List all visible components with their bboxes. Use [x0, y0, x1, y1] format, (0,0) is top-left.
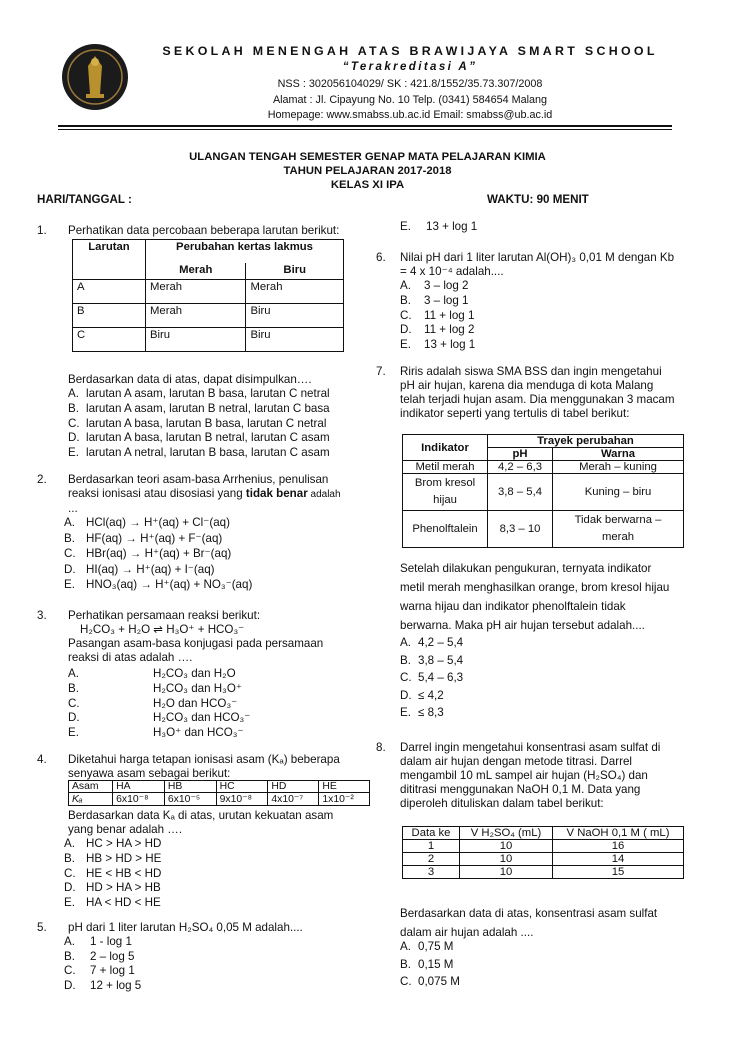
option-text: H₃O⁺ dan HCO₃⁻	[153, 726, 244, 740]
option-letter: E.	[68, 446, 79, 460]
q7-line: warna hijau dan indikator phenolftalein tidak	[400, 600, 626, 613]
table-row	[403, 840, 684, 853]
table-row	[403, 866, 684, 879]
q1-number: 1.	[37, 224, 47, 237]
option-item[interactable]	[400, 669, 463, 687]
option-item[interactable]	[64, 867, 161, 882]
option-letter: E.	[400, 706, 411, 719]
option-letter: A.	[400, 636, 411, 649]
option-letter: C.	[400, 308, 412, 322]
option-item[interactable]	[400, 220, 477, 233]
q8-number: 8.	[376, 741, 386, 754]
q7-line: telah terjadi hujan asam. Dia menggunakan 3 macam	[400, 393, 675, 406]
option-item[interactable]	[64, 837, 161, 852]
q7-options	[400, 634, 463, 722]
option-letter: E.	[68, 726, 79, 740]
q8-line: dititrasi menggunakan NaOH 0,1 M. Data yang	[400, 783, 641, 796]
option-letter: C.	[64, 547, 76, 560]
option-item[interactable]	[64, 950, 141, 965]
option-text: H₂O dan HCO₃⁻	[153, 696, 238, 710]
table-cell: 16	[553, 840, 684, 853]
option-item[interactable]	[64, 562, 252, 578]
option-item[interactable]	[64, 852, 161, 867]
q1-question: Berdasarkan data di atas, dapat disimpulkan….	[68, 373, 312, 386]
option-letter: C.	[400, 975, 412, 988]
option-item[interactable]	[400, 323, 475, 338]
contact-line: Homepage: www.smabss.ub.ac.id Email: smabss@ub.ac.id	[267, 109, 553, 121]
time-label: WAKTU: 90 MENIT	[487, 193, 589, 206]
q3-options	[68, 667, 250, 741]
option-letter: E.	[400, 338, 411, 352]
q7-line: pH air hujan, karena dia menduga di kota Malang	[400, 379, 654, 392]
table-row	[403, 853, 684, 866]
option-item[interactable]	[64, 964, 141, 979]
option-text: larutan A basa, larutan B netral, larutan C asam	[86, 431, 330, 445]
q8-options	[400, 938, 460, 991]
q8-line: mengambil 10 mL sampel air hujan (H₂SO₄) dan	[400, 769, 648, 782]
table-cell: 6x10⁻⁸	[113, 793, 165, 806]
table-header: HB	[164, 781, 216, 793]
q2-emphasis: tidak benar	[245, 487, 308, 500]
option-item[interactable]	[400, 687, 463, 705]
option-text: HA < HD < HE	[86, 896, 161, 910]
option-letter: B.	[68, 401, 79, 415]
option-letter: B.	[68, 681, 79, 695]
table-row	[403, 511, 684, 548]
q8-after	[400, 904, 710, 942]
option-text: 3 – log 1	[424, 293, 469, 307]
table-row	[403, 474, 684, 511]
option-letter: E.	[400, 220, 411, 233]
table-header-row	[69, 781, 370, 793]
option-letter: C.	[68, 696, 80, 710]
option-letter: D.	[400, 323, 412, 337]
table-cell: Phenolftalein	[403, 511, 488, 548]
q4-line: senyawa asam sebagai berikut:	[68, 767, 231, 780]
option-text: HC > HA > HD	[86, 837, 162, 850]
table-cell: 3,8 – 5,4	[488, 474, 553, 511]
option-letter: E.	[64, 578, 75, 591]
option-text: larutan A basa, larutan B basa, larutan C netral	[86, 416, 327, 430]
q1-th-larutan: Larutan	[73, 240, 146, 280]
option-item[interactable]	[64, 935, 141, 950]
option-text: H₂CO₃ dan H₃O⁺	[153, 681, 243, 695]
school-logo	[62, 44, 128, 110]
option-item[interactable]	[400, 309, 475, 324]
option-text: larutan A asam, larutan B basa, larutan C netral	[86, 387, 330, 400]
table-cell: Merah	[246, 280, 344, 304]
table-header: HA	[113, 781, 165, 793]
table-row	[73, 280, 344, 304]
table-header: Data ke	[403, 827, 460, 840]
option-letter: D.	[64, 881, 76, 895]
option-text: HD > HA > HB	[86, 881, 161, 895]
option-text: 11 + log 1	[424, 308, 475, 322]
q8-line: Darrel ingin mengetahui konsentrasi asam sulfat di	[400, 741, 661, 754]
option-letter: B.	[64, 949, 75, 963]
table-cell: A	[73, 280, 146, 304]
table-cell: Metil merah	[403, 461, 488, 474]
header-rule-thin	[58, 129, 672, 130]
option-item[interactable]	[64, 577, 252, 593]
q2-text-part: adalah	[307, 489, 341, 500]
q7-text	[400, 365, 700, 421]
option-text: H₂CO₃ dan HCO₃⁻	[153, 711, 251, 725]
q8-line: dalam air hujan dengan metode titrasi. Darrel	[400, 755, 632, 768]
option-text: larutan A asam, larutan B netral, larutan C basa	[86, 401, 330, 415]
q2-text-part: reaksi ionisasi atau disosiasi yang	[68, 487, 246, 500]
table-cell: Kuning – biru	[553, 474, 684, 511]
q4-line: Berdasarkan data Kₐ di atas, urutan kekuatan asam	[68, 809, 334, 822]
table-cell: Merah – kuning	[553, 461, 684, 474]
q8-line: Berdasarkan data di atas, konsentrasi asam sulfat	[400, 907, 658, 920]
q7-th-indikator: Indikator	[403, 435, 488, 461]
table-cell: 10	[460, 840, 553, 853]
option-text: 0,15 M	[418, 957, 454, 971]
option-text: ≤ 4,2	[418, 688, 444, 702]
q3-equation: H₂CO₃ + H₂O ⇌ H₃O⁺ + HCO₃⁻	[80, 623, 245, 636]
q4-table	[68, 780, 370, 806]
option-text: 11 + log 2	[424, 323, 475, 337]
option-item[interactable]	[400, 294, 475, 309]
option-letter: B.	[400, 293, 411, 307]
table-cell: 10	[460, 866, 553, 879]
option-text: HI(aq) → H⁺(aq) + I⁻(aq)	[86, 562, 215, 576]
accreditation: “Terakreditasi A”	[342, 61, 478, 73]
table-header: Asam	[69, 781, 113, 793]
table-cell: Kₐ	[69, 793, 113, 806]
option-text: 3,8 – 5,4	[418, 653, 464, 667]
q2-line: Berdasarkan teori asam-basa Arrhenius, penulisan	[68, 473, 329, 486]
q5-number: 5.	[37, 921, 47, 934]
option-letter: A.	[64, 516, 75, 529]
table-row	[403, 461, 684, 474]
table-header: HE	[319, 781, 370, 793]
option-text: 2 – log 5	[90, 949, 135, 963]
option-item[interactable]	[64, 546, 252, 562]
q2-text	[68, 473, 368, 516]
option-letter: A.	[68, 667, 79, 680]
q2-line	[68, 487, 368, 502]
option-letter: D.	[64, 978, 76, 992]
option-item[interactable]	[68, 446, 330, 461]
q8-line: diperoleh dituliskan dalam tabel berikut:	[400, 797, 604, 810]
option-item[interactable]	[64, 979, 141, 994]
option-text: 12 + log 5	[90, 978, 142, 992]
option-letter: B.	[400, 957, 411, 971]
option-item[interactable]	[64, 881, 161, 896]
option-text: HF(aq) → H⁺(aq) + F⁻(aq)	[86, 531, 223, 545]
table-cell: 2	[403, 853, 460, 866]
q2-options	[64, 515, 252, 593]
table-cell: Tidak berwarna – merah	[553, 511, 684, 548]
q7-table	[402, 434, 684, 548]
table-row	[73, 304, 344, 328]
table-cell: C	[73, 328, 146, 352]
option-letter: D.	[64, 562, 76, 576]
table-cell: 15	[553, 866, 684, 879]
table-cell: 4,2 – 6,3	[488, 461, 553, 474]
option-item[interactable]	[68, 402, 330, 417]
option-item[interactable]	[400, 338, 475, 353]
table-cell: B	[73, 304, 146, 328]
option-letter: D.	[400, 688, 412, 702]
q4-line: Diketahui harga tetapan ionisasi asam (Kₐ) beberapa	[68, 753, 340, 766]
option-item[interactable]	[68, 387, 330, 402]
option-letter: A.	[400, 279, 411, 292]
q7-th-trayek: Trayek perubahan	[488, 435, 684, 448]
q8-table	[402, 826, 684, 879]
q4-number: 4.	[37, 753, 47, 766]
option-text: 0,75 M	[418, 940, 454, 953]
option-letter: A.	[400, 940, 411, 953]
table-cell: Biru	[246, 328, 344, 352]
option-text: 5,4 – 6,3	[418, 671, 464, 684]
table-cell: 4x10⁻⁷	[268, 793, 319, 806]
option-item[interactable]	[68, 682, 250, 697]
option-text: HCl(aq) → H⁺(aq) + Cl⁻(aq)	[86, 516, 230, 529]
q7-number: 7.	[376, 365, 386, 378]
option-item[interactable]	[68, 667, 250, 682]
table-header: HD	[268, 781, 319, 793]
q3-question	[68, 637, 323, 665]
option-text: HBr(aq) → H⁺(aq) + Br⁻(aq)	[86, 547, 232, 560]
q6-text	[400, 251, 700, 279]
option-item[interactable]	[64, 896, 161, 911]
option-item[interactable]	[400, 279, 475, 294]
q1-th-merah: Merah	[146, 263, 246, 280]
q4-options	[64, 837, 161, 911]
option-text: ≤ 8,3	[418, 706, 444, 719]
table-row	[73, 328, 344, 352]
q7-th-warna: Warna	[553, 448, 684, 461]
q6-number: 6.	[376, 251, 386, 264]
option-text: H₂CO₃ dan H₂O	[153, 667, 236, 680]
option-text: 0,075 M	[418, 975, 460, 988]
q5-text: pH dari 1 liter larutan H₂SO₄ 0,05 M adalah....	[68, 921, 303, 934]
q3-text: Perhatikan persamaan reaksi berikut:	[68, 609, 261, 622]
q1-th-perubahan: Perubahan kertas lakmus	[146, 240, 344, 264]
option-item[interactable]	[64, 515, 252, 531]
table-cell: 1x10⁻²	[319, 793, 370, 806]
table-cell: 6x10⁻⁵	[164, 793, 216, 806]
option-item[interactable]	[400, 634, 463, 652]
table-cell: Biru	[246, 304, 344, 328]
option-item[interactable]	[400, 652, 463, 670]
q1-th-biru: Biru	[246, 263, 344, 280]
q6-line: = 4 x 10⁻⁴ adalah....	[400, 265, 504, 278]
q4-question	[68, 809, 333, 837]
header-rule	[58, 125, 672, 127]
option-item[interactable]	[64, 531, 252, 547]
q7-after	[400, 559, 700, 635]
option-letter: C.	[64, 866, 76, 880]
option-item[interactable]	[68, 697, 250, 712]
table-cell: 3	[403, 866, 460, 879]
q5-options	[64, 935, 141, 993]
exam-year: TAHUN PELAJARAN 2017-2018	[283, 165, 452, 177]
option-letter: D.	[68, 431, 80, 445]
exam-class: KELAS XI IPA	[330, 179, 405, 191]
option-text: 13 + log 1	[424, 338, 476, 352]
option-item[interactable]	[68, 431, 330, 446]
table-cell: Merah	[146, 304, 246, 328]
option-letter: A.	[64, 935, 75, 948]
option-letter: C.	[68, 416, 80, 430]
option-letter: A.	[64, 837, 75, 850]
q7-th-ph: pH	[488, 448, 553, 461]
option-text: 1 - log 1	[90, 935, 132, 948]
q7-line: berwarna. Maka pH air hujan tersebut adalah....	[400, 619, 645, 632]
q6-line: Nilai pH dari 1 liter larutan Al(OH)₃ 0,01 M dengan Kb	[400, 251, 675, 264]
option-item[interactable]	[68, 726, 250, 741]
table-cell: 8,3 – 10	[488, 511, 553, 548]
option-text: 3 – log 2	[424, 279, 469, 292]
table-cell: 9x10⁻⁸	[216, 793, 268, 806]
table-cell: 1	[403, 840, 460, 853]
table-cell: Brom kresol hijau	[403, 474, 488, 511]
option-letter: B.	[400, 653, 411, 667]
option-item[interactable]	[400, 938, 460, 956]
option-letter: E.	[64, 896, 75, 910]
option-text: 4,2 – 5,4	[418, 636, 464, 649]
q7-line: indikator seperti yang tertulis di tabel berikut:	[400, 407, 630, 420]
option-item[interactable]	[400, 973, 460, 991]
option-text: 7 + log 1	[90, 964, 135, 977]
option-item[interactable]	[68, 417, 330, 432]
q7-line: Setelah dilakukan pengukuran, ternyata indikator	[400, 562, 652, 575]
table-header: V NaOH 0,1 M ( mL)	[553, 827, 684, 840]
option-letter: B.	[64, 851, 75, 865]
table-cell: 14	[553, 853, 684, 866]
option-text: HNO₃(aq) → H⁺(aq) + NO₃⁻(aq)	[86, 578, 253, 591]
option-text: HB > HD > HE	[86, 851, 162, 865]
q8-text	[400, 741, 710, 811]
q2-line: ...	[68, 502, 78, 515]
option-letter: D.	[68, 711, 80, 725]
q3-line: reaksi di atas adalah ….	[68, 651, 193, 664]
q1-text: Perhatikan data percobaan beberapa larutan berikut:	[68, 224, 340, 237]
option-item[interactable]	[400, 956, 460, 974]
address-line: Alamat : Jl. Cipayung No. 10 Telp. (0341) 584654 Malang	[272, 94, 548, 106]
exam-title: ULANGAN TENGAH SEMESTER GENAP MATA PELAJARAN KIMIA	[189, 151, 546, 163]
table-row	[69, 793, 370, 806]
q1-options	[68, 387, 330, 461]
table-cell: Biru	[146, 328, 246, 352]
q7-line: Riris adalah siswa SMA BSS dan ingin mengetahui	[400, 365, 662, 378]
q3-number: 3.	[37, 609, 47, 622]
table-header-row	[403, 827, 684, 840]
option-text: 13 + log 1	[426, 220, 478, 233]
option-letter: C.	[64, 964, 76, 977]
table-header: V H₂SO₄ (mL)	[460, 827, 553, 840]
table-cell: 10	[460, 853, 553, 866]
q4-text	[68, 753, 373, 781]
q8-line: dalam air hujan adalah ....	[400, 926, 534, 939]
q3-line: Pasangan asam-basa konjugasi pada persamaan	[68, 637, 324, 650]
option-text: larutan A netral, larutan B basa, larutan C asam	[86, 446, 330, 460]
option-letter: B.	[64, 531, 75, 545]
q4-line: yang benar adalah ….	[68, 823, 183, 836]
q6-options	[400, 279, 475, 353]
option-item[interactable]	[400, 704, 463, 722]
table-cell: Merah	[146, 280, 246, 304]
option-item[interactable]	[68, 711, 250, 726]
nss-line: NSS : 302056104029/ SK : 421.8/1552/35.73.307/2008	[277, 78, 543, 90]
q7-line: metil merah menghasilkan orange, brom kresol hijau	[400, 581, 670, 594]
school-name: SEKOLAH MENENGAH ATAS BRAWIJAYA SMART SCHOOL	[162, 44, 658, 58]
table-header: HC	[216, 781, 268, 793]
option-letter: A.	[68, 387, 79, 400]
option-text: HE < HB < HD	[86, 866, 162, 880]
day-label: HARI/TANGGAL :	[37, 193, 132, 206]
option-letter: C.	[400, 671, 412, 684]
q1-table	[72, 239, 344, 352]
q2-number: 2.	[37, 473, 47, 486]
